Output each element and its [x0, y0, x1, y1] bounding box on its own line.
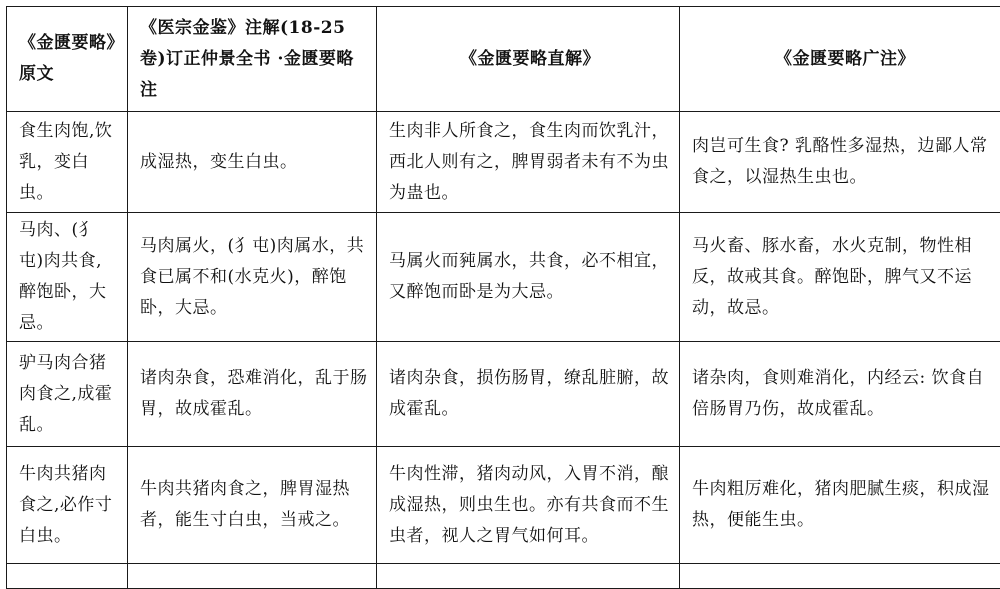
cell-zhijie: 生肉非人所食之，食生肉而饮乳汁，西北人则有之，脾胃弱者未有不为虫为蛊也。	[377, 112, 680, 213]
cell-yizong: 诸肉杂食，恐难消化，乱于肠胃，故成霍乱。	[128, 342, 377, 447]
cell-guangzhu: 牛肉粗厉难化，猪肉肥腻生痰，积成湿热，便能生虫。	[680, 447, 1000, 564]
header-zhijie: 《金匮要略直解》	[377, 7, 680, 112]
cell-original: 牛肉共猪肉食之,必作寸白虫。	[7, 447, 128, 564]
header-original-text: 《金匮要略》原文	[7, 7, 128, 112]
cell-original	[7, 564, 128, 589]
cell-zhijie	[377, 564, 680, 589]
table-row	[7, 342, 1000, 447]
cell-yizong	[128, 564, 377, 589]
cell-original: 食生肉饱,饮乳，变白虫。	[7, 112, 128, 213]
table-row	[7, 447, 1000, 564]
table-row	[7, 213, 1000, 342]
cell-guangzhu: 肉岂可生食? 乳酪性多湿热，边鄙人常食之，以湿热生虫也。	[680, 112, 1000, 213]
cell-original: 驴马肉合猪肉食之,成霍乱。	[7, 342, 128, 447]
cell-yizong: 马肉属火，(犭屯)肉属水，共食已属不和(水克火)，醉饱卧，大忌。	[128, 213, 377, 342]
table-row	[7, 112, 1000, 213]
cell-zhijie: 诸肉杂食，损伤肠胃，缭乱脏腑，故成霍乱。	[377, 342, 680, 447]
cell-original: 马肉、(犭屯)肉共食,醉饱卧，大忌。	[7, 213, 128, 342]
cell-yizong: 牛肉共猪肉食之，脾胃湿热者，能生寸白虫，当戒之。	[128, 447, 377, 564]
table-row-partial	[7, 564, 1000, 589]
cell-zhijie: 马属火而豘属水，共食，必不相宜，又醉饱而卧是为大忌。	[377, 213, 680, 342]
header-yizong-jinjian: 《医宗金鉴》注解(18-25卷)订正仲景全书 ·金匮要略注	[128, 7, 377, 112]
cell-guangzhu	[680, 564, 1000, 589]
cell-guangzhu: 马火畜、豚水畜，水火克制，物性相反，故戒其食。醉饱卧，脾气又不运动，故忌。	[680, 213, 1000, 342]
cell-guangzhu: 诸杂肉，食则难消化，内经云: 饮食自倍肠胃乃伤，故成霍乱。	[680, 342, 1000, 447]
comparison-table	[6, 6, 1000, 589]
header-row	[7, 7, 1000, 112]
cell-yizong: 成湿热，变生白虫。	[128, 112, 377, 213]
cell-zhijie: 牛肉性滞，猪肉动风，入胃不消，酿成湿热，则虫生也。亦有共食而不生虫者，视人之胃气如何耳。	[377, 447, 680, 564]
header-guangzhu: 《金匮要略广注》	[680, 7, 1000, 112]
